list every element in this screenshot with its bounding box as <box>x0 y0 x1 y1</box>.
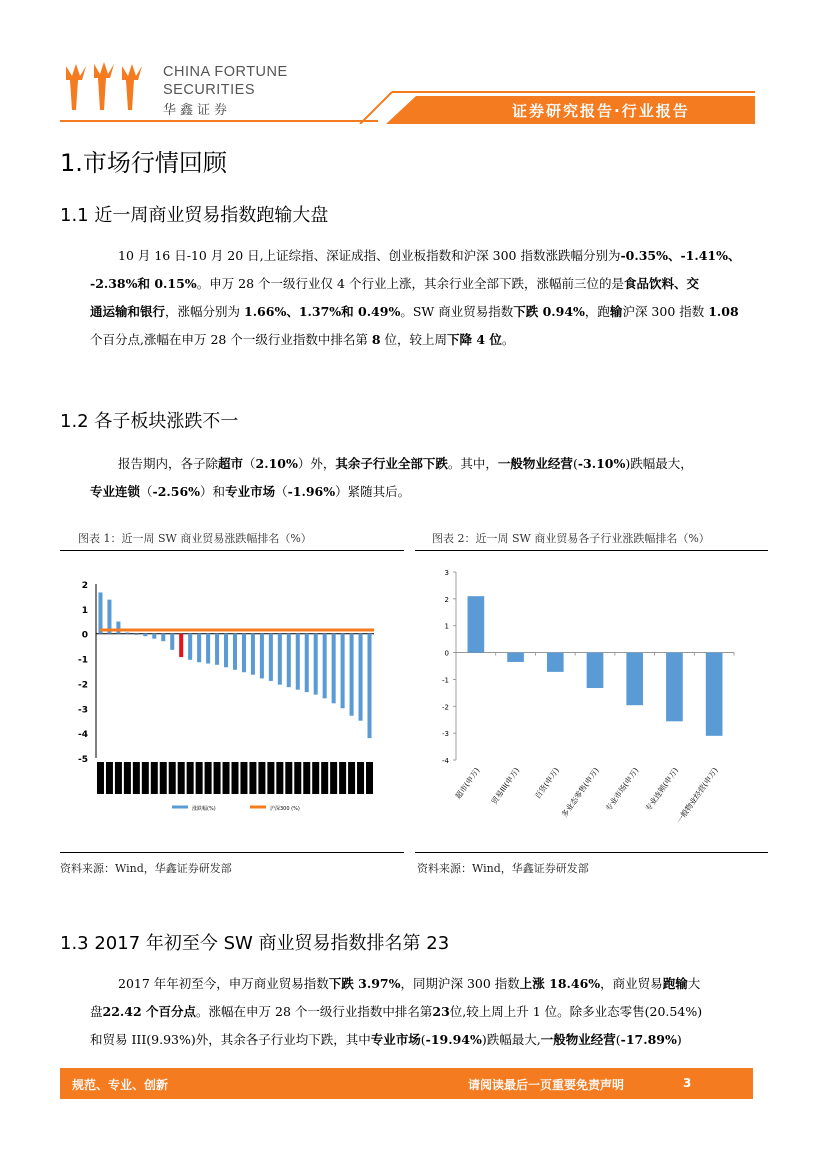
bar <box>332 634 336 704</box>
y-tick-label: 0 <box>81 630 88 641</box>
x-tick-label <box>196 762 203 794</box>
bar <box>350 634 354 716</box>
y-tick-label: -3 <box>442 730 449 739</box>
bar <box>547 653 564 672</box>
bar <box>314 634 318 695</box>
x-tick-label <box>205 762 212 794</box>
bar <box>188 634 192 660</box>
bar <box>706 653 723 736</box>
y-tick-label: -5 <box>78 755 88 765</box>
y-tick-label: -2 <box>442 703 449 712</box>
bar <box>278 634 282 685</box>
x-tick-label <box>276 762 283 794</box>
logo-figures-icon <box>60 58 158 118</box>
bar <box>179 634 183 657</box>
x-tick-label <box>348 762 355 794</box>
bar <box>260 634 264 679</box>
x-tick-label <box>285 762 292 794</box>
x-tick-label <box>106 762 113 794</box>
bar <box>98 592 102 633</box>
header-rule <box>60 120 378 122</box>
bar <box>206 634 210 664</box>
bar <box>626 653 643 706</box>
x-tick-label <box>151 762 158 794</box>
x-tick-label: 百货(申万) <box>532 765 561 801</box>
y-tick-label: 1 <box>444 622 449 631</box>
x-tick-label <box>115 762 122 794</box>
bar <box>359 634 363 721</box>
x-tick-label <box>339 762 346 794</box>
footer-slogan: 规范、专业、创新 <box>72 1078 169 1092</box>
x-tick-label <box>267 762 274 794</box>
x-tick-label: 多业态零售(申万) <box>559 765 601 819</box>
x-tick-label <box>303 762 310 794</box>
bar <box>323 634 327 699</box>
bar <box>305 634 309 692</box>
bar <box>116 622 120 634</box>
bar <box>287 634 291 687</box>
brand-name-en-2: SECURITIES <box>163 82 256 98</box>
x-tick-label: 专业连锁(申万) <box>643 765 681 813</box>
figure-1-caption: 图表 1：近一周 SW 商业贸易涨跌幅排名（%） <box>78 532 312 545</box>
y-tick-label: -4 <box>442 757 449 765</box>
y-tick-label: -2 <box>78 680 88 691</box>
x-tick-label <box>321 762 328 794</box>
subsection-1-3-title: 1.3 2017 年初至今 SW 商业贸易指数排名第 23 <box>60 933 450 954</box>
bar <box>143 634 147 636</box>
x-tick-label <box>240 762 247 794</box>
legend-label-change: 涨跌幅(%) <box>192 806 216 812</box>
x-tick-label <box>312 762 319 794</box>
bar <box>269 634 273 681</box>
y-tick-label: 3 <box>444 569 449 577</box>
x-tick-label <box>258 762 265 794</box>
bar <box>161 634 165 641</box>
x-tick-label <box>142 762 149 794</box>
y-tick-label: -1 <box>442 676 449 685</box>
bar <box>125 632 129 633</box>
x-tick-label <box>169 762 176 794</box>
figure-2-caption: 图表 2：近一周 SW 商业贸易各子行业涨跌幅排名（%） <box>432 532 710 545</box>
legend-label-hs300: 沪深300 (%) <box>270 806 300 812</box>
bar <box>587 653 604 688</box>
subsection-1-2-title: 1.2 各子板块涨跌不一 <box>60 411 239 432</box>
x-tick-label <box>330 762 337 794</box>
paragraph-1-3: 2017 年年初至今，申万商业贸易指数下跌 3.97%，同期沪深 300 指数上涨 18.46%，商业贸易跑输大 盘22.42 个百分点。涨幅在申万 28 个一级行业指数中排名第23位,较上周上升 1 位。除多业态零售(20.54%) 和贸易 III(9.93%)外，其余各子行业均下跌，其中专业市场(-19.94%)跌幅最大,一般物业经营(-17.89%) <box>90 976 703 1047</box>
bar <box>233 634 237 670</box>
figure-1-top-rule <box>60 550 404 551</box>
bar <box>152 634 156 639</box>
x-tick-label <box>133 762 140 794</box>
x-tick-label: 贸易III(申万) <box>489 765 522 806</box>
y-tick-label: 0 <box>444 649 449 658</box>
paragraph-1-2: 报告期内，各子除超市（2.10%）外，其余子行业全部下跌。其中，一般物业经营(-3.10%)跌幅最大， 专业连锁（-2.56%）和专业市场（-1.96%）紧随其后。 <box>90 456 693 499</box>
bar <box>215 634 219 665</box>
x-tick-label <box>178 762 185 794</box>
figure-2-source: 资料来源：Wind，华鑫证券研发部 <box>417 862 589 875</box>
bar <box>242 634 246 673</box>
bar <box>296 634 300 690</box>
brand-logo <box>60 58 158 118</box>
bar <box>341 634 345 709</box>
figure-1-source: 资料来源：Wind，华鑫证券研发部 <box>60 862 232 875</box>
bar <box>224 634 228 668</box>
y-tick-label: -3 <box>78 705 88 716</box>
y-tick-label: -1 <box>78 655 88 666</box>
x-tick-label <box>124 762 131 794</box>
y-tick-label: 1 <box>81 605 88 616</box>
bar <box>468 596 485 652</box>
bar <box>367 634 371 738</box>
bar <box>134 634 138 635</box>
y-tick-label: 2 <box>444 595 449 604</box>
chart-2 <box>418 562 764 848</box>
paragraph-1-1: 10 月 16 日-10 月 20 日,上证综指、深证成指、创业板指数和沪深 300 指数涨跌幅分别为-0.35%、-1.41%、 -2.38%和 0.15%。申万 28 个一级行业仅 4 个行业上涨，其余行业全部下跌，涨幅前三位的是食品饮料、交 通运输和银行，涨幅分别为 1.66%、1.37%和 0.49%。SW 商业贸易指数下跌 0.94%，跑输沪深 300 指数 1.08 个百分点,涨幅在申万 28 个一级行业指数中排名第 8 位，较上周下降 4 位。 <box>90 248 741 347</box>
y-tick-label: -4 <box>78 730 88 741</box>
figure-2-top-rule <box>415 550 768 551</box>
x-tick-label: 专业市场(申万) <box>603 765 641 813</box>
brand-name-cn: 华鑫证券 <box>163 102 232 117</box>
bar <box>251 634 255 675</box>
x-tick-label <box>97 762 104 794</box>
figure-2-bottom-rule <box>415 852 768 853</box>
section-title: 1.市场行情回顾 <box>60 149 227 177</box>
x-tick-label <box>294 762 301 794</box>
bar <box>170 634 174 650</box>
page-number: 3 <box>683 1076 692 1090</box>
x-tick-label <box>223 762 230 794</box>
subsection-1-1-title: 1.1 近一周商业贸易指数跑输大盘 <box>60 205 329 226</box>
bar <box>507 653 524 662</box>
x-tick-label <box>160 762 167 794</box>
figure-1-bottom-rule <box>60 852 404 853</box>
brand-name-en-1: CHINA FORTUNE <box>163 64 288 80</box>
chart-1 <box>62 558 400 820</box>
x-tick-label <box>366 762 373 794</box>
x-tick-label: 超市(申万) <box>453 765 482 801</box>
x-tick-label: 一般物业经营(申万) <box>674 765 720 826</box>
x-tick-label <box>249 762 256 794</box>
x-tick-label <box>357 762 364 794</box>
footer-disclaimer: 请阅读最后一页重要免责声明 <box>468 1078 625 1092</box>
x-tick-label <box>214 762 221 794</box>
bar <box>197 634 201 663</box>
x-tick-label <box>232 762 239 794</box>
x-tick-label <box>187 762 194 794</box>
report-type: 证券研究报告·行业报告 <box>512 102 690 120</box>
bar <box>666 653 683 722</box>
y-tick-label: 2 <box>81 581 88 591</box>
